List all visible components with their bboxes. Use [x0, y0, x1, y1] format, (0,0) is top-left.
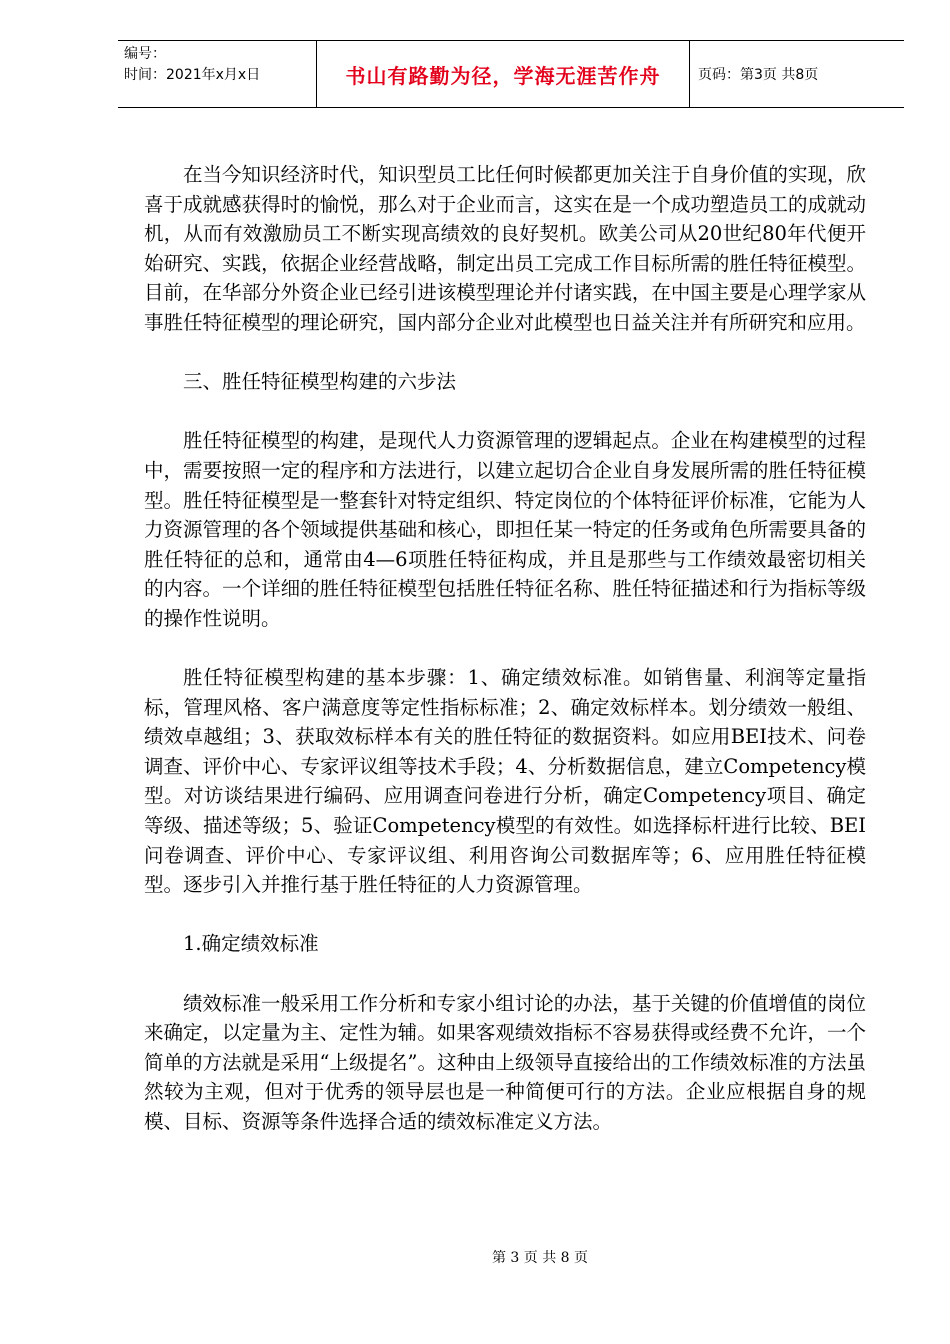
paragraph: 胜任特征模型构建的基本步骤：1、确定绩效标准。如销售量、利润等定量指标，管理风格、客户满意度等定性指标标准；2、确定效标样本。划分绩效一般组、绩效卓越组；3、获取效标样本有关的胜任特征的数据资料。如应用BEI技术、问卷调查、评价中心、专家评议组等技术手段；4、分析数据信息，建立Competency模型。对访谈结果进行编码、应用调查问卷进行分析，确定Competency项目、确定等级、描述等级；5、验证Competency模型的有效性。如选择标杆进行比较、BEI问卷调查、评价中心、专家评议组、利用咨询公司数据库等；6、应用胜任特征模型。逐步引入并推行基于胜任特征的人力资源管理。 [144, 666, 866, 897]
header-slogan: 书山有路勤为径，学海无涯苦作舟 [316, 41, 690, 107]
paragraph: 绩效标准一般采用工作分析和专家小组讨论的办法，基于关键的价值增值的岗位来确定，以定量为主、定性为辅。如果客观绩效指标不容易获得或经费不允许，一个简单的方法就是采用“上级提名”。这种由上级领导直接给出的工作绩效标准的方法虽然较为主观，但对于优秀的领导层也是一种简便可行的方法。企业应根据自身的规模、目标、资源等条件选择合适的绩效标准定义方法。 [144, 991, 866, 1133]
header-meta [118, 41, 316, 107]
paragraph: 胜任特征模型的构建，是现代人力资源管理的逻辑起点。企业在构建模型的过程中，需要按照一定的程序和方法进行，以建立起切合企业自身发展所需的胜任特征模型。胜任特征模型是一整套针对特定组织、特定岗位的个体特征评价标准，它能为人力资源管理的各个领域提供基础和核心，即担任某一特定的任务或角色所需要具备的胜任特征的总和，通常由4—6项胜任特征构成，并且是那些与工作绩效最密切相关的内容。一个详细的胜任特征模型包括胜任特征名称、胜任特征描述和行为指标等级的操作性说明。 [144, 429, 866, 630]
document-body [144, 160, 866, 1166]
section-heading: 三、胜任特征模型构建的六步法 [183, 370, 457, 394]
subsection-heading: 1.确定绩效标准 [183, 932, 319, 956]
header-page-info: 页码：第3页 共8页 [698, 67, 819, 83]
page-footer: 第 3 页 共 8 页 [491, 1250, 589, 1266]
header-number: 编号： [124, 46, 166, 62]
header-time: 时间：2021年x月x日 [124, 67, 261, 83]
paragraph: 在当今知识经济时代，知识型员工比任何时候都更加关注于自身价值的实现，欣喜于成就感获得时的愉悦，那么对于企业而言，这实在是一个成功塑造员工的成就动机，从而有效激励员工不断实现高绩效的良好契机。欧美公司从20世纪80年代便开始研究、实践，依据企业经营战略，制定出员工完成工作目标所需的胜任特征模型。目前，在华部分外资企业已经引进该模型理论并付诸实践，在中国主要是心理学家从事胜任特征模型的理论研究，国内部分企业对此模型也日益关注并有所研究和应用。 [144, 163, 866, 334]
page-header [118, 40, 904, 108]
